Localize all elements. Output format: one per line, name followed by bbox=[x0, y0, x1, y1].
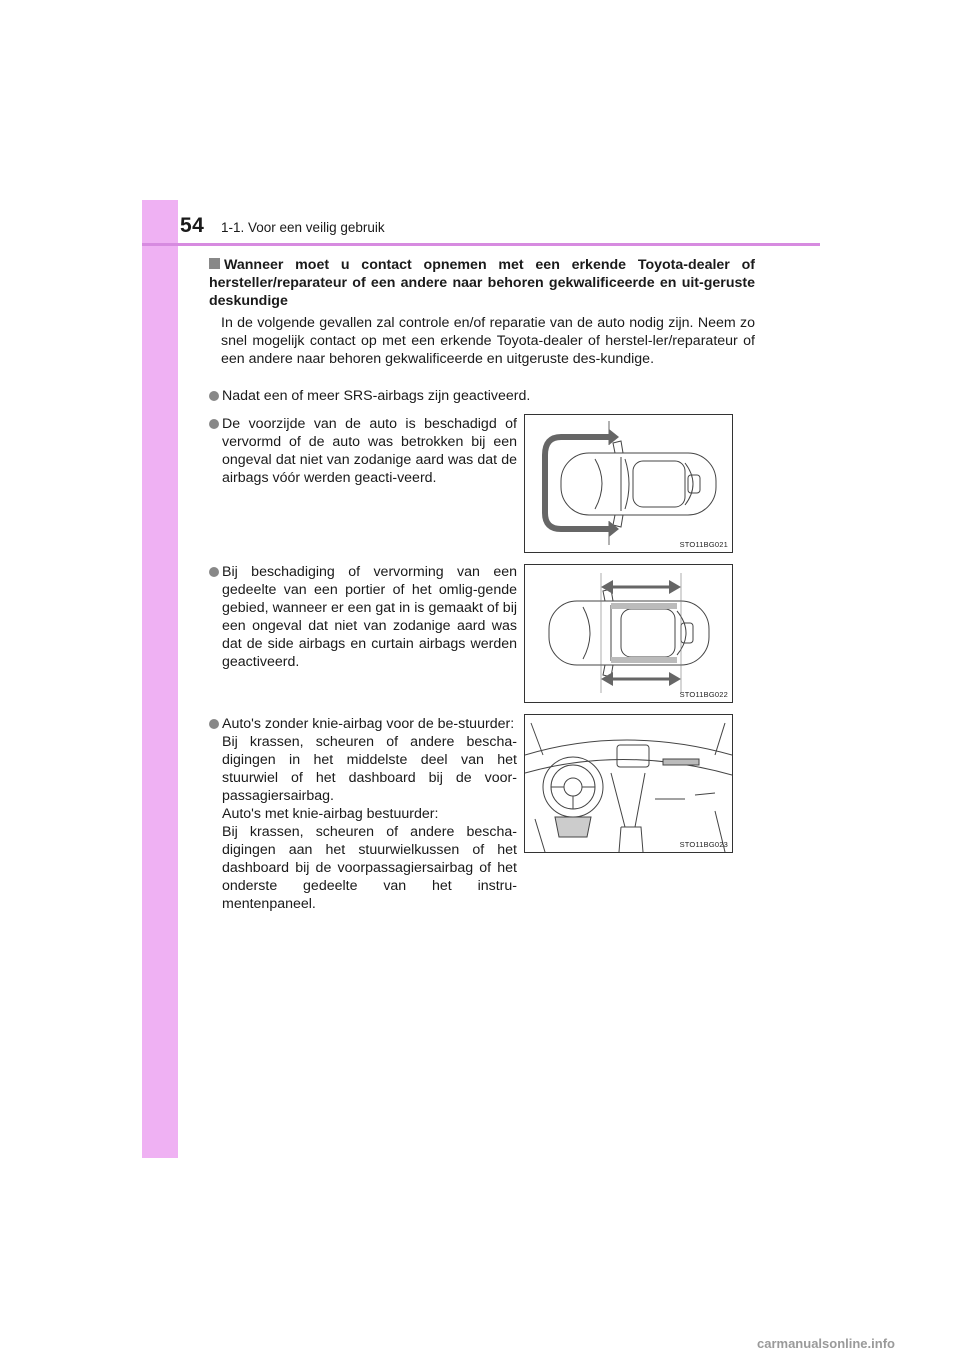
section-title: 1-1. Voor een veilig gebruik bbox=[221, 220, 385, 235]
figure-code: STO11BG021 bbox=[679, 540, 728, 549]
list-item-line: Auto's met knie-airbag bestuurder: bbox=[222, 806, 439, 822]
figure-front-damage bbox=[524, 414, 733, 553]
list-item-line: Bij krassen, scheuren of andere bescha-digingen in het middelste deel van het stuurwiel of het dashboard bij de voor-passagiersairbag. bbox=[222, 734, 517, 804]
list-item-text: Bij beschadiging of vervorming van een gedeelte van een portier of het omlig-gende gebied, wanneer er een gat in is gemaakt of bij een ongeval dat niet van zodanige aard was dat de side airbags en curtain airbags werden geactiveerd. bbox=[222, 564, 517, 670]
header-rule bbox=[142, 243, 820, 246]
list-item bbox=[209, 563, 517, 671]
figure-dashboard bbox=[524, 714, 733, 853]
header-tab bbox=[142, 200, 178, 244]
list-item-line: Bij krassen, scheuren of andere bescha-digingen aan het stuurwielkussen of het dashboard bij de voorpassagiersairbag of het onderste gedeelte van het instru-mentenpaneel. bbox=[222, 824, 517, 912]
square-bullet-icon bbox=[209, 258, 220, 269]
list-item bbox=[209, 715, 517, 913]
figure-code: STO11BG023 bbox=[679, 840, 728, 849]
side-tab-band bbox=[142, 200, 178, 1158]
section-heading bbox=[209, 256, 755, 310]
dashboard-illustration bbox=[525, 715, 732, 852]
bullet-icon bbox=[209, 419, 219, 429]
heading-text: Wanneer moet u contact opnemen met een erkende Toyota-dealer of hersteller/reparateur of een andere naar behoren gekwalificeerde en uit-geruste deskundige bbox=[209, 257, 755, 309]
page-number: 54 bbox=[180, 214, 205, 237]
list-item bbox=[209, 415, 517, 487]
list-item-text: Nadat een of meer SRS-airbags zijn geactiveerd. bbox=[222, 388, 531, 404]
list-item-line: Auto's zonder knie-airbag voor de be-stuurder: bbox=[222, 716, 515, 732]
figure-side-damage bbox=[524, 564, 733, 703]
watermark: carmanualsonline.info bbox=[757, 1336, 895, 1351]
intro-paragraph: In de volgende gevallen zal controle en/of reparatie van de auto nodig zijn. Neem zo snel mogelijk contact op met een erkende Toyota-dealer of herstel-ler/reparateur of een andere naar behoren gekwalificeerde en uitgeruste des-kundige. bbox=[221, 315, 755, 367]
bullet-icon bbox=[209, 719, 219, 729]
bullet-icon bbox=[209, 567, 219, 577]
car-top-view-front-illustration bbox=[525, 415, 732, 552]
bullet-icon bbox=[209, 391, 219, 401]
car-top-view-side-illustration bbox=[525, 565, 732, 702]
list-item-text: De voorzijde van de auto is beschadigd of vervormd of de auto was betrokken bij een ongeval dat niet van zodanige aard was dat de airbags vóór werden geacti-veerd. bbox=[222, 416, 517, 486]
figure-code: STO11BG022 bbox=[679, 690, 728, 699]
list-item-text bbox=[222, 715, 517, 913]
list-item bbox=[209, 387, 769, 405]
